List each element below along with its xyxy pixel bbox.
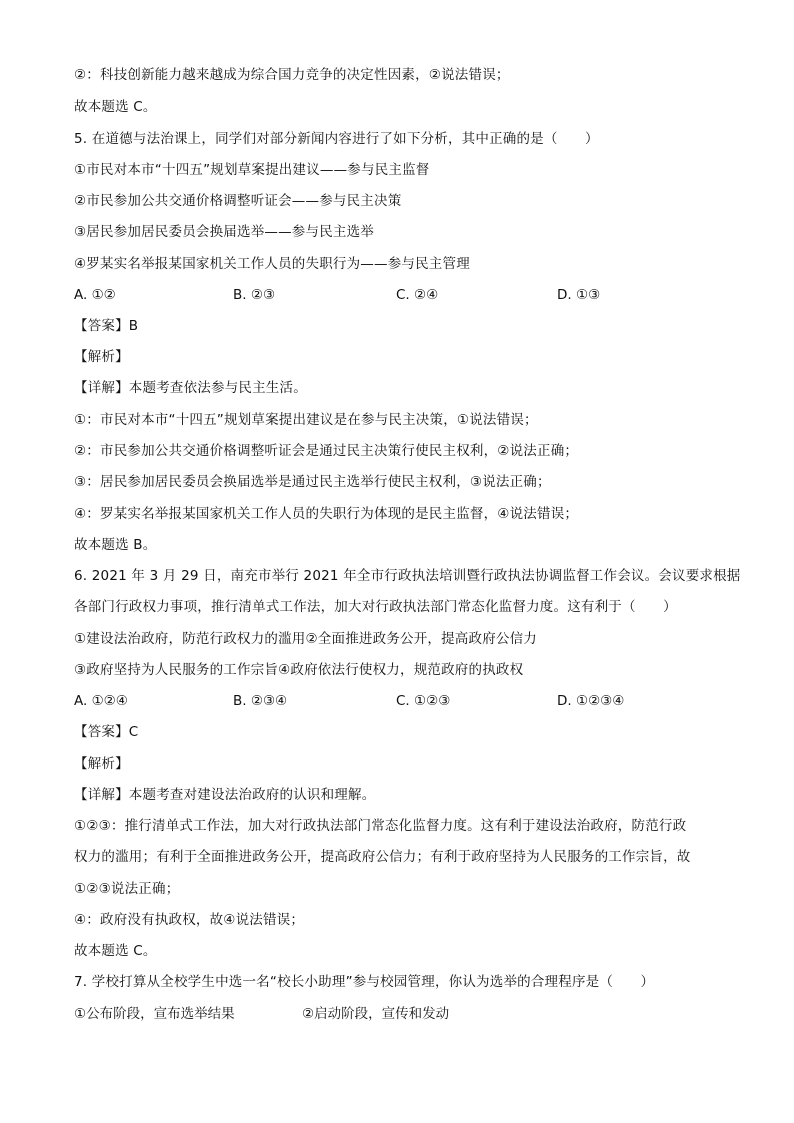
text-line: ①建设法治政府，防范行政权力的滥用②全面推进政务公开，提高政府公信力 <box>74 631 538 647</box>
text-line: 故本题选 B。 <box>74 537 157 553</box>
q6-option-a: A. ①②④ <box>74 693 128 709</box>
text-line: ②：科技创新能力越来越成为综合国力竞争的决定性因素，②说法错误； <box>74 67 510 83</box>
text-line: ②：市民参加公共交通价格调整听证会是通过民主决策行使民主权利，②说法正确； <box>74 443 579 459</box>
text-line: 故本题选 C。 <box>74 943 157 959</box>
text-line: ④罗某实名举报某国家机关工作人员的失职行为——参与民主管理 <box>74 256 470 272</box>
detail-line: 【详解】本题考查依法参与民主生活。 <box>74 380 307 396</box>
q5-option-a: A. ①② <box>74 287 116 303</box>
q5-option-c: C. ②④ <box>396 287 439 303</box>
q7-step-1: ①公布阶段，宣布选举结果 <box>74 1006 235 1022</box>
question-7-stem: 7. 学校打算从全校学生中选一名“校长小助理”参与校园管理，你认为选举的合理程序是（ ） <box>74 974 655 990</box>
text-line: ④：政府没有执政权，故④说法错误； <box>74 912 305 928</box>
text-line: 权力的滥用；有利于全面推进政务公开，提高政府公信力；有利于政府坚持为人民服务的工作宗旨，故 <box>74 849 691 865</box>
text-line: ①市民对本市“十四五”规划草案提出建议——参与民主监督 <box>74 162 430 178</box>
q5-option-d: D. ①③ <box>557 287 601 303</box>
q6-option-b: B. ②③④ <box>233 693 288 709</box>
text-line: ③：居民参加居民委员会换届选举是通过民主选举行使民主权利，③说法正确； <box>74 474 551 490</box>
text-line: ③政府坚持为人民服务的工作宗旨④政府依法行使权力，规范政府的执政权 <box>74 662 524 678</box>
q6-option-c: C. ①②③ <box>396 693 451 709</box>
text-line: ①：市民对本市“十四五”规划草案提出建议是在参与民主决策，①说法错误； <box>74 412 538 428</box>
q5-option-b: B. ②③ <box>233 287 276 303</box>
q7-step-2: ②启动阶段，宣传和发动 <box>302 1006 450 1022</box>
text-line: 各部门行政权力事项，推行清单式工作法，加大对行政执法部门常态化监督力度。这有利于（ ） <box>74 599 677 615</box>
question-6-stem: 6. 2021 年 3 月 29 日，南充市举行 2021 年全市行政执法培训暨行政执法协调监督工作会议。会议要求根据 <box>74 568 741 584</box>
answer-label: 【答案】B <box>74 318 139 334</box>
text-line: ④：罗某实名举报某国家机关工作人员的失职行为体现的是民主监督，④说法错误； <box>74 506 579 522</box>
text-line: ①②③：推行清单式工作法，加大对行政执法部门常态化监督力度。这有利于建设法治政府，防范行政 <box>74 818 687 834</box>
text-line: ①②③说法正确； <box>74 881 180 897</box>
detail-line: 【详解】本题考查对建设法治政府的认识和理解。 <box>74 787 376 803</box>
analysis-label: 【解析】 <box>74 349 129 365</box>
question-5-stem: 5. 在道德与法治课上，同学们对部分新闻内容进行了如下分析，其中正确的是（ ） <box>74 131 599 147</box>
text-line: 故本题选 C。 <box>74 99 157 115</box>
text-line: ③居民参加居民委员会换届选举——参与民主选举 <box>74 224 375 240</box>
text-line: ②市民参加公共交通价格调整听证会——参与民主决策 <box>74 193 402 209</box>
q6-option-d: D. ①②③④ <box>557 693 625 709</box>
analysis-label: 【解析】 <box>74 756 129 772</box>
answer-label: 【答案】C <box>74 724 139 740</box>
